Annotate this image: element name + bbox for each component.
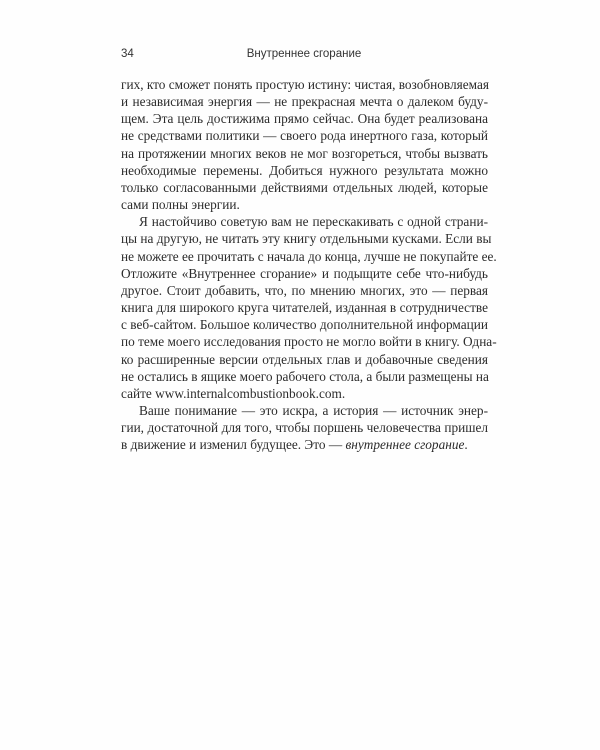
text-line: книга для широкого круга читателей, изданная в сотрудничестве xyxy=(121,300,488,316)
text-line xyxy=(121,436,488,453)
running-title: Внутреннее сгорание xyxy=(246,48,362,60)
paragraph-1 xyxy=(121,76,488,213)
text-line: цы на другую, не читать эту книгу отдельными кусками. Если вы xyxy=(121,231,492,247)
text-line: Отложите «Внутреннее сгорание» и подыщите себе что-нибудь xyxy=(121,265,488,281)
text-line: не средствами политики — своего рода инертного газа, который xyxy=(121,128,488,144)
text-line: Ваше понимание — это искра, а история — источник энер- xyxy=(139,402,488,418)
link-text: сайте www.internalcombustionbook.com. xyxy=(121,385,346,401)
text-line: на протяжении многих веков не мог возгореться, чтобы вызвать xyxy=(121,145,488,161)
paragraph-3 xyxy=(121,402,488,453)
body-text xyxy=(121,76,497,453)
text-fragment: в движение и изменил будущее. Это — xyxy=(121,437,346,453)
paragraph-2 xyxy=(121,213,497,402)
text-line: Я настойчиво советую вам не перескакивать с одной страни- xyxy=(139,214,488,230)
page-number: 34 xyxy=(121,48,134,60)
text-line: необходимые перемены. Добиться нужного результата можно xyxy=(121,162,488,178)
text-fragment: . xyxy=(464,437,468,453)
text-line: гии, достаточной для того, чтобы поршень человечества пришел xyxy=(121,420,488,436)
text-line: с веб-сайтом. Большое количество дополнительной информации xyxy=(121,317,488,333)
text-line: по теме моего исследования просто не могло войти в книгу. Одна- xyxy=(121,334,497,350)
text-line: только согласованными действиями отдельных людей, которые xyxy=(121,179,488,195)
text-line: ко расширенные версии отдельных глав и добавочные сведения xyxy=(121,351,488,367)
running-head xyxy=(121,48,487,66)
text-line: другое. Стоит добавить, что, по мнению многих, это — первая xyxy=(121,282,488,298)
text-line: не остались в ящике моего рабочего стола, а были размещены на xyxy=(121,368,489,384)
emphasized-title: внутреннее сгорание xyxy=(345,437,465,453)
text-line: и независимая энергия — не прекрасная мечта о далеком буду- xyxy=(121,94,488,110)
text-line: гих, кто сможет понять простую истину: чистая, возобновляемая xyxy=(121,77,490,92)
text-line: щем. Эта цель достижима прямо сейчас. Она будет реализована xyxy=(121,111,488,127)
text-line: сами полны энергии. xyxy=(121,197,240,213)
text-line: не можете ее прочитать с начала до конца, лучше не покупайте ее. xyxy=(121,248,497,264)
